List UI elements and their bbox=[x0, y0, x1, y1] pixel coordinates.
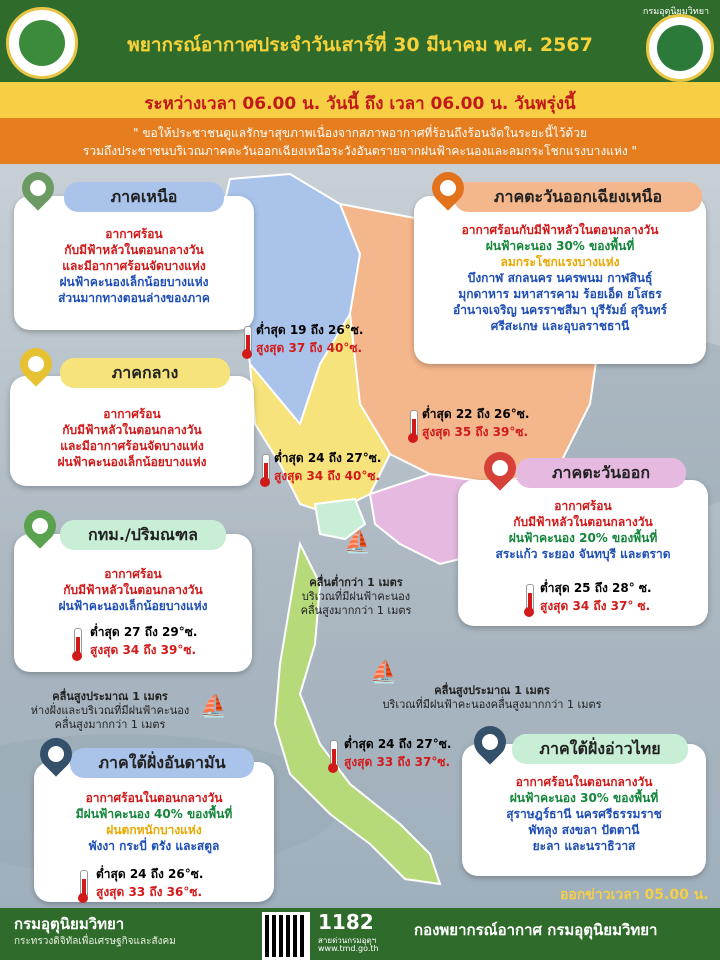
lower-gulf-wave-info: คลื่นสูงประมาณ 1 เมตร บริเวณที่มีฝนฟ้าคะนองคลื่นสูงมากกว่า 1 เมตร bbox=[382, 684, 602, 711]
north-temp-max: สูงสุด 37 ถึง 40°ซ. bbox=[256, 341, 363, 355]
north-forecast: อากาศร้อน กับมีฟ้าหลัวในตอนกลางวัน และมีอากาศร้อนจัดบางแห่ง ฝนฟ้าคะนองเล็กน้อยบางแห่ง ส่วนมากทางตอนล่างของภาค bbox=[58, 227, 210, 305]
tmd-logo bbox=[646, 14, 714, 82]
boat-icon: ⛵ bbox=[370, 660, 398, 685]
central-temp-min: ต่ำสุด 24 ถึง 27°ซ. bbox=[274, 451, 382, 465]
page-title: พยากรณ์อากาศประจำวันเสาร์ที่ 30 มีนาคม พ.ศ. 2567 bbox=[127, 34, 593, 56]
northeast-title: ภาคตะวันออกเฉียงเหนือ bbox=[454, 182, 702, 212]
website-link[interactable]: www.tmd.go.th bbox=[318, 944, 379, 953]
bangkok-temp-max: สูงสุด 34 ถึง 39°ซ. bbox=[90, 643, 197, 657]
gulf-south-temp-min: ต่ำสุด 24 ถึง 27°ซ. bbox=[344, 737, 452, 751]
warning-line-2: รวมถึงประชาชนบริเวณภาคตะวันออกเฉียงเหนือระวังอันตรายจากฝนฟ้าคะนองและลมกระโชกแรงบางแห่ง " bbox=[82, 144, 638, 158]
central-forecast: อากาศร้อน กับมีฟ้าหลัวในตอนกลางวัน และมีอากาศร้อนจัดบางแห่ง ฝนฟ้าคะนองเล็กน้อยบางแห่ง bbox=[57, 407, 207, 469]
hotline-label: สายด่วนกรมอุตุฯ bbox=[318, 936, 377, 945]
hotline-number: 1182 bbox=[318, 910, 374, 934]
gulf-south-forecast: อากาศร้อนในตอนกลางวัน ฝนฟ้าคะนอง 30% ของพื้นที่ สุราษฎร์ธานี นครศรีธรรมราช พัทลุง สงขลา ปัตตานี ยะลา และนราธิวาส bbox=[506, 775, 662, 853]
thermometer-icon bbox=[330, 740, 338, 768]
tmd-logo-text: กรมอุตุนิยมวิทยา bbox=[642, 7, 710, 17]
bangkok-title: กทม./ปริมณฑล bbox=[60, 520, 226, 550]
andaman-wave-info: คลื่นสูงประมาณ 1 เมตร ห่างฝั่งและบริเวณที่มีฝนฟ้าคะนอง คลื่นสูงมากกว่า 1 เมตร bbox=[30, 690, 190, 731]
footer-org: กรมอุตุนิยมวิทยา bbox=[14, 915, 125, 933]
forecast-period: ระหว่างเวลา 06.00 น. วันนี้ ถึง เวลา 06.00 น. วันพรุ่งนี้ bbox=[144, 94, 576, 114]
central-title: ภาคกลาง bbox=[60, 358, 230, 388]
thermometer-icon bbox=[74, 628, 82, 656]
footer-division: กองพยากรณ์อากาศ กรมอุตุนิยมวิทยา bbox=[414, 921, 658, 939]
andaman-title: ภาคใต้ฝั่งอันดามัน bbox=[70, 748, 254, 778]
gulf-south-title: ภาคใต้ฝั่งอ่าวไทย bbox=[512, 734, 688, 764]
northeast-temp-max: สูงสุด 35 ถึง 39°ซ. bbox=[422, 425, 529, 439]
upper-gulf-wave-info: คลื่นต่ำกว่า 1 เมตร บริเวณที่มีฝนฟ้าคะนอง คลื่นสูงมากกว่า 1 เมตร bbox=[300, 576, 412, 617]
thermometer-icon bbox=[526, 584, 534, 612]
andaman-forecast: อากาศร้อนในตอนกลางวัน มีฝนฟ้าคะนอง 40% ของพื้นที่ ฝนตกหนักบางแห่ง พังงา กระบี่ ตรัง และสตูล bbox=[75, 791, 233, 853]
northeast-forecast: อากาศร้อนกับมีฟ้าหลัวในตอนกลางวัน ฝนฟ้าคะนอง 30% ของพื้นที่ ลมกระโชกแรงบางแห่ง บึงกาฬ สกลนคร นครพนม กาฬสินธุ์ มุกดาหาร มหาสารคาม ร้อยเอ็ด ยโสธร อำนาจเจริญ นครราชสีมา บุรีรัมย์ สุรินทร์ ศรีสะเกษ และอุบลราชธานี bbox=[452, 223, 667, 333]
north-title: ภาคเหนือ bbox=[64, 182, 224, 212]
ministry-logo bbox=[6, 7, 78, 79]
qr-code[interactable] bbox=[262, 912, 310, 960]
central-temp-max: สูงสุด 34 ถึง 40°ซ. bbox=[274, 469, 381, 483]
east-title: ภาคตะวันออก bbox=[516, 458, 686, 488]
east-temp-min: ต่ำสุด 25 ถึง 28° ซ. bbox=[540, 581, 652, 595]
northeast-temp-min: ต่ำสุด 22 ถึง 26°ซ. bbox=[422, 407, 530, 421]
north-temp-min: ต่ำสุด 19 ถึง 26°ซ. bbox=[256, 323, 364, 337]
issued-time: ออกข่าวเวลา 05.00 น. bbox=[560, 887, 709, 903]
boat-icon: ⛵ bbox=[344, 530, 372, 555]
thermometer-icon bbox=[244, 326, 252, 354]
east-forecast: อากาศร้อน กับมีฟ้าหลัวในตอนกลางวัน ฝนฟ้าคะนอง 20% ของพื้นที่ สระแก้ว ระยอง จันทบุรี และตราด bbox=[495, 499, 671, 561]
gulf-south-temp-max: สูงสุด 33 ถึง 37°ซ. bbox=[344, 755, 451, 769]
footer-ministry: กระทรวงดิจิทัลเพื่อเศรษฐกิจและสังคม bbox=[14, 936, 176, 947]
bangkok-temp-min: ต่ำสุด 27 ถึง 29°ซ. bbox=[90, 625, 198, 639]
thermometer-icon bbox=[262, 454, 270, 482]
bangkok-forecast: อากาศร้อน กับมีฟ้าหลัวในตอนกลางวัน ฝนฟ้าคะนองเล็กน้อยบางแห่ง bbox=[58, 567, 208, 613]
thermometer-icon bbox=[410, 410, 418, 438]
thermometer-icon bbox=[80, 870, 88, 898]
boat-icon: ⛵ bbox=[200, 694, 228, 719]
andaman-temp-max: สูงสุด 33 ถึง 36°ซ. bbox=[96, 885, 203, 899]
warning-line-1: " ขอให้ประชาชนดูแลรักษาสุขภาพเนื่องจากสภาพอากาศที่ร้อนถึงร้อนจัดในระยะนี้ไว้ด้วย bbox=[133, 126, 587, 140]
east-temp-max: สูงสุด 34 ถึง 37° ซ. bbox=[540, 599, 651, 613]
andaman-temp-min: ต่ำสุด 24 ถึง 26°ซ. bbox=[96, 867, 204, 881]
